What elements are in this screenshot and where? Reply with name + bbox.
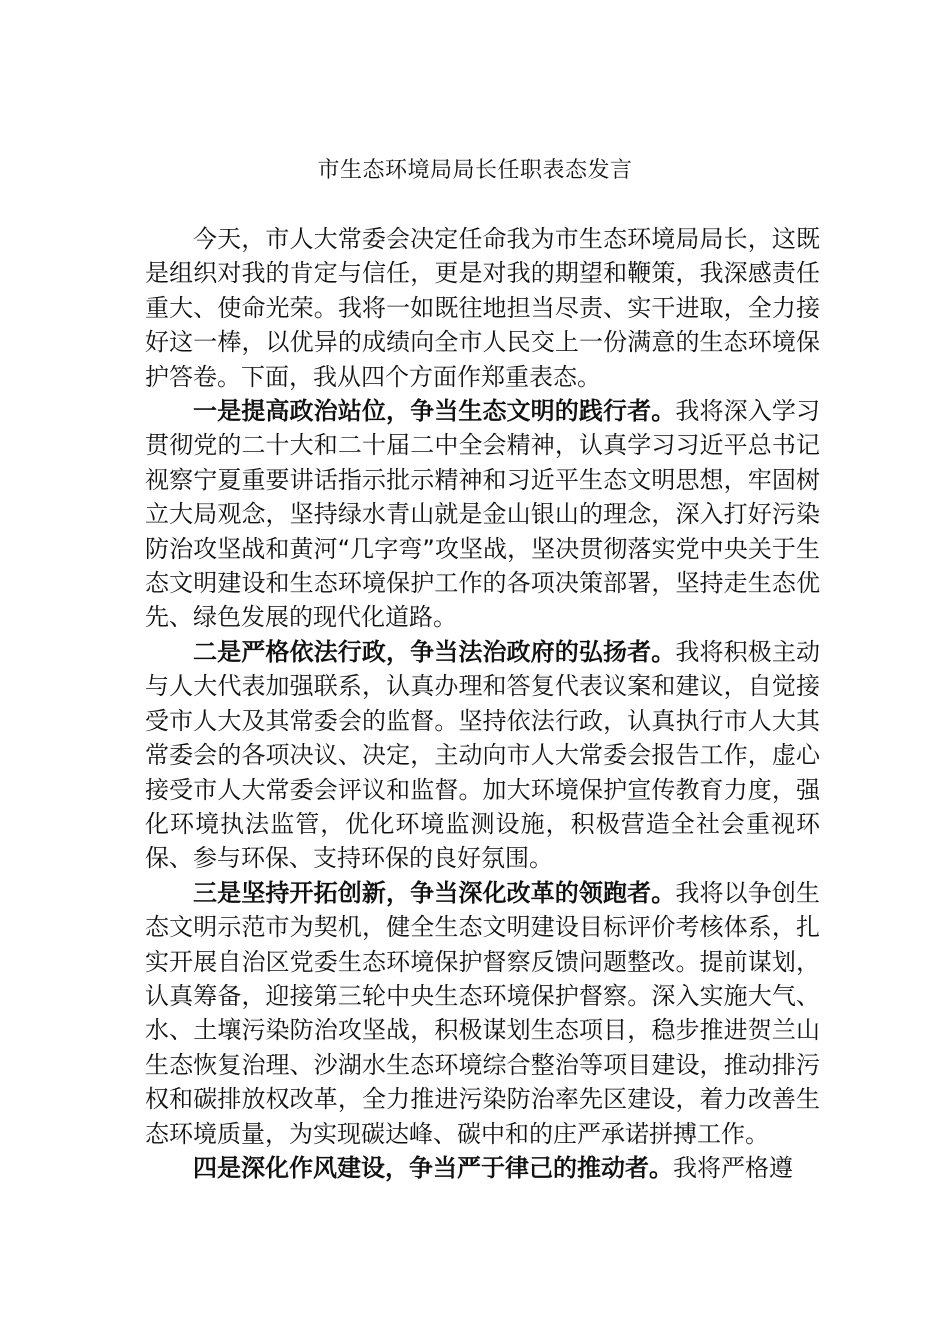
document-body: [145, 222, 820, 1185]
paragraph-text: 我将积极主动与人大代表加强联系，认真办理和答复代表议案和建议，自觉接受市人大及其常委会的监督。坚持依法行政，认真执行市人大其常委会的各项决议、决定，主动向市人大常委会报告工作，虚心接受市人大常委会评议和监督。加大环境保护宣传教育力度，强化环境执法监管，优化环境监测设施，积极营造全社会重视环保、参与环保、支持环保的良好氛围。: [145, 637, 821, 873]
paragraph-point-1: [145, 394, 820, 635]
paragraph-point-2: [145, 635, 820, 876]
paragraph-point-3: [145, 876, 820, 1151]
paragraph-lead: 一是提高政治站位，争当生态文明的践行者。: [193, 397, 676, 426]
paragraph-lead: 四是深化作风建设，争当严于律己的推动者。: [193, 1153, 673, 1182]
paragraph-text: 今天，市人大常委会决定任命我为市生态环境局局长，这既是组织对我的肯定与信任，更是对我的期望和鞭策，我深感责任重大、使命光荣。我将一如既往地担当尽责、实干进取，全力接好这一棒，以优异的成绩向全市人民交上一份满意的生态环境保护答卷。下面，我从四个方面作郑重表态。: [145, 225, 820, 391]
paragraph-intro: [145, 222, 820, 394]
paragraph-text: 我将严格遵: [673, 1153, 793, 1182]
paragraph-text: 我将深入学习贯彻党的二十大和二十届二中全会精神，认真学习习近平总书记视察宁夏重要讲话指示批示精神和习近平生态文明思想，牢固树立大局观念，坚持绿水青山就是金山银山的理念，深入打好污染防治攻坚战和黄河“几字弯”攻坚战，坚决贯彻落实党中央关于生态文明建设和生态环境保护工作的各项决策部署，坚持走生态优先、绿色发展的现代化道路。: [145, 397, 821, 632]
paragraph-lead: 三是坚持开拓创新，争当深化改革的领跑者。: [193, 878, 676, 907]
paragraph-point-4: [145, 1151, 820, 1185]
document-title: 市生态环境局局长任职表态发言: [317, 158, 633, 183]
paragraph-text: 我将以争创生态文明示范市为契机，健全生态文明建设目标评价考核体系，扎实开展自治区党委生态环境保护督察反馈问题整改。提前谋划，认真筹备，迎接第三轮中央生态环境保护督察。深入实施大气、水、土壤污染防治攻坚战，积极谋划生态项目，稳步推进贺兰山生态恢复治理、沙湖水生态环境综合整治等项目建设，推动排污权和碳排放权改革，全力推进污染防治率先区建设，着力改善生态环境质量，为实现碳达峰、碳中和的庄严承诺拼搏工作。: [145, 878, 821, 1148]
paragraph-lead: 二是严格依法行政，争当法治政府的弘扬者。: [193, 637, 676, 666]
